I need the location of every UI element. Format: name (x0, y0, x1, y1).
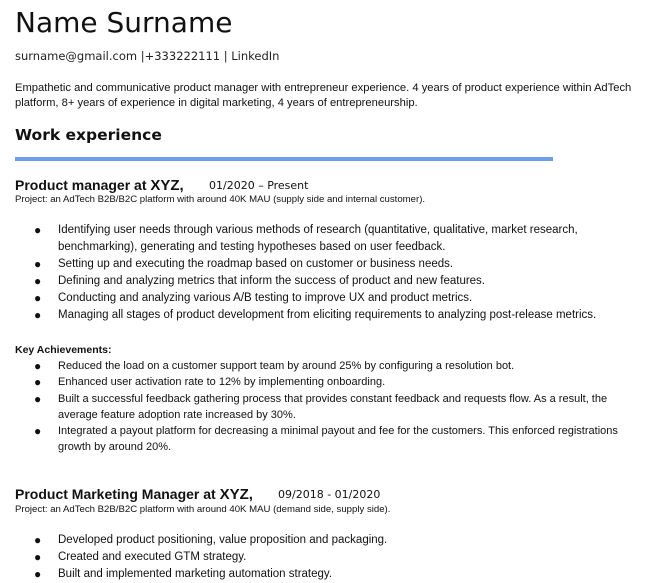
bullet-icon: ● (34, 567, 42, 581)
job-project-1: Project: an AdTech B2B/B2C platform with around 40K MAU (supply side and internal customer). (15, 194, 426, 205)
bullet-icon: ● (34, 533, 42, 547)
job-responsibilities-1 (0, 222, 648, 324)
profile-summary: Empathetic and communicative product manager with entrepreneur experience. 4 years of product experience within AdTech platform, 8+ years of experience in digital marketing, 4 years of entrepreneurship. (15, 82, 632, 109)
list-item: ● Conducting and analyzing various A/B testing to improve UX and product metrics. (34, 291, 473, 305)
bullet-icon: ● (34, 391, 42, 406)
bullet-icon: ● (34, 424, 42, 439)
list-item: ● Reduced the load on a customer support team by around 25% by configuring a resolution bot. (34, 359, 515, 373)
job-title-1 (15, 177, 184, 194)
job-dates-1: 01/2020 – Present (209, 179, 309, 192)
key-achievements-title: Key Achievements: (15, 344, 112, 356)
bullet-icon: ● (34, 375, 42, 390)
bullet-icon: ● (34, 291, 42, 305)
list-item: ● Built a successful feedback gathering process that provides constant feedback and requests flow. As a result, the average feature adoption rate increased by 30%. (34, 391, 608, 421)
list-item: ● Setting up and executing the roadmap based on customer or business needs. (34, 257, 454, 271)
job-title-text: Product manager at (15, 177, 151, 193)
job-project-2: Project: an AdTech B2B/B2C platform with around 40K MAU (demand side, supply side). (15, 504, 391, 515)
list-item: ● Managing all stages of product development from eliciting requirements to analyzing post-release metrics. (34, 308, 597, 322)
bullet-icon: ● (34, 550, 42, 564)
bullet-icon: ● (34, 274, 42, 288)
list-item: ● Enhanced user activation rate to 12% by implementing onboarding. (34, 375, 386, 390)
list-item: ● Developed product positioning, value proposition and packaging. (34, 533, 388, 547)
bullet-icon: ● (34, 359, 42, 373)
job-title-2 (15, 486, 253, 503)
job-company: XYZ, (150, 177, 184, 194)
job-company: XYZ, (219, 486, 253, 503)
list-item: ● Identifying user needs through various methods of research (quantitative, qualitative, market research, benchmarking), generating and testing hypotheses based on user feedback. (34, 223, 578, 253)
bullet-icon: ● (34, 223, 42, 237)
job-title-text: Product Marketing Manager at (15, 486, 220, 502)
section-title-work-experience: Work experience (15, 126, 162, 144)
job-responsibilities-2 (0, 532, 648, 583)
contact-line: surname@gmail.com |+333222111 | LinkedIn (15, 49, 280, 63)
key-achievements-list (0, 358, 638, 456)
section-divider (15, 157, 553, 161)
bullet-icon: ● (34, 308, 42, 322)
job-dates-2: 09/2018 - 01/2020 (278, 488, 381, 501)
candidate-name: Name Surname (15, 6, 233, 39)
list-item: ● Defining and analyzing metrics that inform the success of product and new features. (34, 274, 486, 288)
list-item: ● Built and implemented marketing automation strategy. (34, 567, 333, 581)
list-item: ● Integrated a payout platform for decreasing a minimal payout and fee for the customers. This enforced registrations growth by around 20%. (34, 424, 618, 454)
list-item: ● Created and executed GTM strategy. (34, 550, 247, 564)
bullet-icon: ● (34, 257, 42, 271)
